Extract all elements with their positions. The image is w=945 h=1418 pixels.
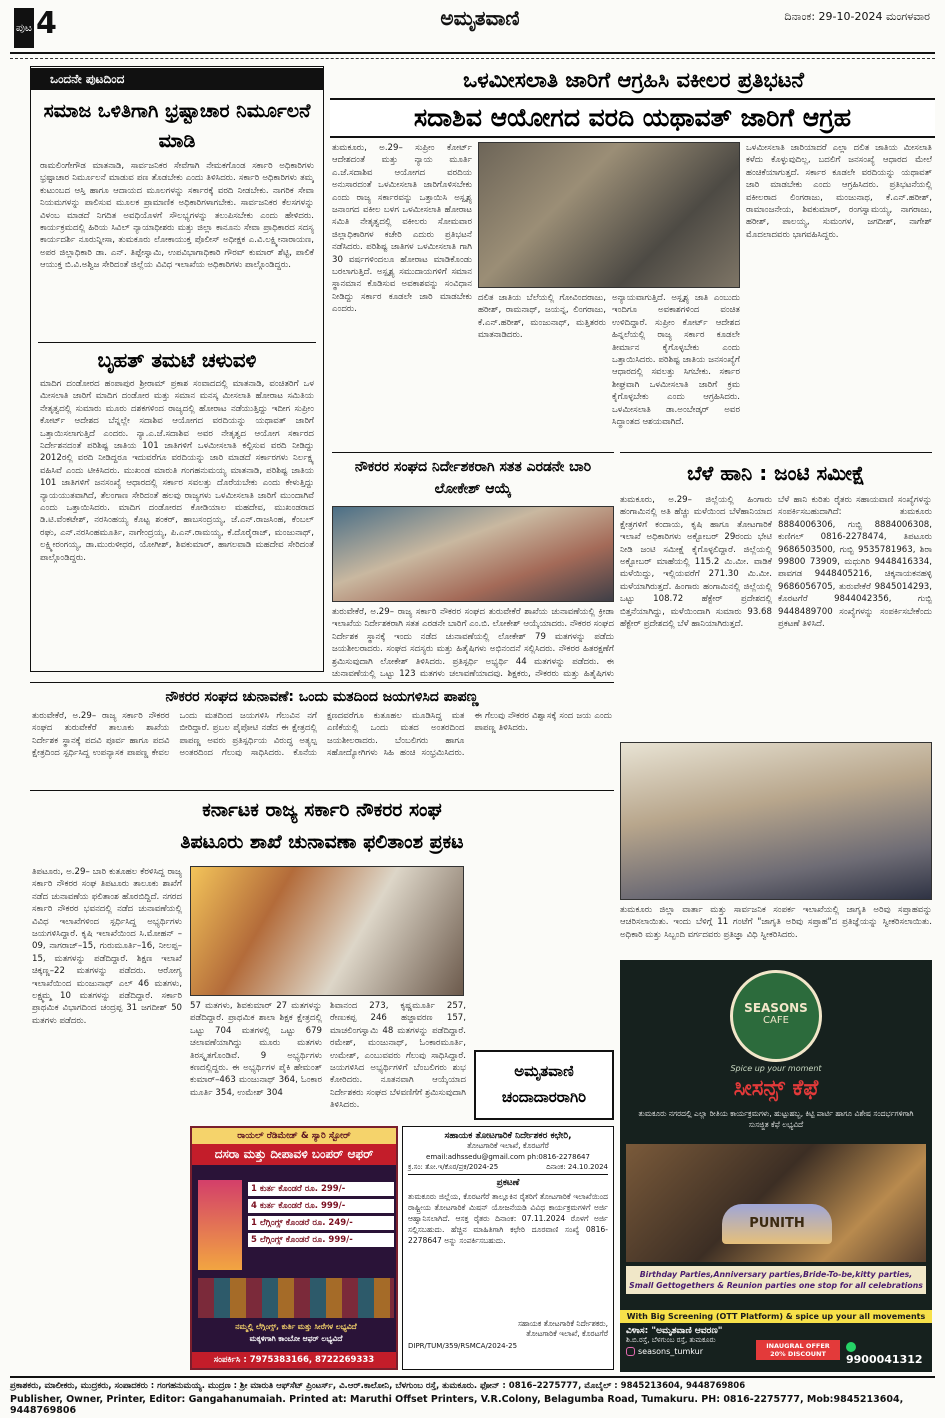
article-crop-col1: ತುಮಕೂರು, ಅ.29– ಜಿಲ್ಲೆಯಲ್ಲಿ ಹಿಂಗಾರು ಹಂಗಾಮಿನಲ್ಲಿ ಅತಿ ಹೆಚ್ಚು ಮಳೆಯಿಂದ ಬೆಳೆಹಾನಿಯಾದ ಕ್ಷೇತ್ರಗಳಿಗೆ ಕಂದಾಯ, ಕೃಷಿ ಹಾಗೂ ತೋಟಗಾರಿಕೆ ಇಲಾಖೆ ಅಧಿಕಾರಿಗಳು ಅಕ್ಟೋಬರ್ 29ರಂದು ಭೇಟಿ ನೀಡಿ ಜಂಟಿ ಸಮೀಕ್ಷೆ ಕೈಗೊಳ್ಳಲಿದ್ದಾರೆ. ಜಿಲ್ಲೆಯಲ್ಲಿ ಅಕ್ಟೋಬರ್ ಮಾಹೆಯಲ್ಲಿ 115.2 ಮಿ.ಮೀ. ವಾಡಿಕೆ ಮಳೆಯಿದ್ದು, ಇಲ್ಲಿಯವರೆಗೆ 271.30 ಮಿ.ಮೀ. ಮಳೆಯಾಗಿರುತ್ತದೆ. ಹಿಂಗಾರು ಹಂಗಾಮಿನಲ್ಲಿ ಜಿಲ್ಲೆಯಲ್ಲಿ ಒಟ್ಟು 108.72 ಹೆಕ್ಟೇರ್ ಪ್ರದೇಶದಲ್ಲಿ ಬಿತ್ತನೆಯಾಗಿದ್ದು, ಮಳೆಯಿಂದಾಗಿ ಸುಮಾರು 93.68 ಹೆಕ್ಟೇರ್ ಪ್ರದೇಶದಲ್ಲಿ ಬೆಳೆ ಹಾನಿಯಾಗಿರುತ್ತದೆ. — [620, 495, 772, 630]
ad-notice-sign2: ತೋಟಗಾರಿಕೆ ಇಲಾಖೆ, ಕೊರಟಗೆರೆ — [526, 1329, 608, 1338]
kicker-reservation: ಒಳಮೀಸಲಾತಿ ಜಾರಿಗೆ ಆಗ್ರಹಿಸಿ ವಕೀಲರ ಪ್ರತಿಭಟನೆ — [463, 68, 804, 92]
headline-papanna: ನೌಕರರ ಸಂಘದ ಚುನಾವಣೆ: ಒಂದು ಮತದಿಂದ ಜಯಗಳಿಸಿದ ಪಾಪಣ್ಣ — [165, 689, 479, 705]
photo-pledge — [620, 742, 932, 900]
cafe-events: Birthday Parties,Anniversary parties,Bride-To-be,kitty parties, Small Gettogethers & Reunion parties one stop for all celebrations — [626, 1266, 926, 1294]
divider — [332, 452, 614, 453]
header-rule-dashed — [10, 58, 935, 59]
ad-saree — [190, 1126, 398, 1370]
headline-tiptur-2: ತಿಪಟೂರು ಶಾಖೆ ಚುನಾವಣಾ ಫಲಿತಾಂಶ ಪ್ರಕಟ — [180, 831, 464, 853]
ad-notice-sign: ಸಹಾಯಕ ತೋಟಗಾರಿಕೆ ನಿರ್ದೇಶಕರು, — [517, 1319, 608, 1328]
ad-notice-dip: DIPR/TUM/359/RSMCA/2024-25 — [408, 1342, 518, 1350]
ad-notice-title: ಪ್ರಕಟಣೆ — [496, 1178, 520, 1188]
cafe-phone: 9900041312 — [846, 1353, 923, 1366]
cafe-title: ಸೀಸನ್ಸ್ ಕೆಫೆ — [733, 1076, 819, 1101]
cafe-brand: SEASONS — [744, 1001, 808, 1015]
article-corruption-body: ರಾಮಲಿಂಗೇಗೌಡ ಮಾತನಾಡಿ, ಸಾರ್ವಜನಿಕರ ಸೇವೆಗಾಗಿ ನೇಮಕಗೊಂಡ ಸರ್ಕಾರಿ ಅಧಿಕಾರಿಗಳು ಭ್ರಷ್ಟಾಚಾರ ನಿರ್ಮೂಲನೆ ಮಾಡುವ ಪಣ ತೊಡಬೇಕು ಎಂದು ತಿಳಿಸಿದರು. ಸರ್ಕಾರಿ ಅಧಿಕಾರಿಗಳು ತಮ್ಮ ಕುಟುಂಬದ ಆಸ್ತಿ ಹಾಗೂ ಆದಾಯದ ಮೂಲಗಳನ್ನು ಸರ್ಕಾರಕ್ಕೆ ವರದಿ ನೀಡಬೇಕು. ನಾಗರಿಕ ಸೇವಾ ನಿಯಮಗಳನ್ನು ಪಾಲಿಸುವ ಮೂಲಕ ಪ್ರಾಮಾಣಿಕ ಅಧಿಕಾರಿಗಳಾಗಬೇಕು. ಸಾರ್ವಜನಿಕರ ಕೆಲಸಗಳನ್ನು ವಿಳಂಬ ಮಾಡದೆ ನಿಗದಿತ ಅವಧಿಯೊಳಗೆ ಸೌಲಭ್ಯಗಳನ್ನು ತಲುಪಿಸಬೇಕು ಎಂದು ಹೇಳಿದರು. ಕಾರ್ಯಕ್ರಮದಲ್ಲಿ ಹಿರಿಯ ಸಿವಿಲ್ ನ್ಯಾಯಾಧೀಶರು ಮತ್ತು ಜಿಲ್ಲಾ ಕಾನೂನು ಸೇವಾ ಪ್ರಾಧಿಕಾರದ ಸದಸ್ಯ ಕಾರ್ಯದರ್ಶಿ ನೂರುನ್ನೀಸಾ, ತುಮಕೂರು ಲೋಕಾಯುಕ್ತ ಪೊಲೀಸ್ ಅಧೀಕ್ಷಕ ಎ.ವಿ.ಲಕ್ಷ್ಮೀನಾರಾಯಣ, ಅಪರ ಜಿಲ್ಲಾಧಿಕಾರಿ ಡಾ. ಎನ್. ತಿಪ್ಪೇಸ್ವಾಮಿ, ಉಪವಿಭಾಗಾಧಿಕಾರಿ ಗೌರವ್ ಕುಮಾರ್ ಶೆಟ್ಟಿ, ಪಾಲಿಕೆ ಆಯುಕ್ತ ಬಿ.ವಿ.ಅಶ್ವಿಜ ಸೇರಿದಂತೆ ಜಿಲ್ಲೆಯ ವಿವಿಧ ಇಲಾಖೆಯ ಅಧಿಕಾರಿಗಳು ಪಾಲ್ಗೊಂಡಿದ್ದರು. — [40, 161, 314, 271]
ad-saree-item: 1 ಕುರ್ತ ಕೊಂಡರೆ ರೂ. 299/- — [248, 1182, 394, 1196]
article-sadashiva-col4: ಒಳಮೀಸಲಾತಿ ಜಾರಿಯಾದರೆ ಎಲ್ಲಾ ದಲಿತ ಜಾತಿಯ ಮೀಸಲಾತಿ ಕಳೆದು ಕೊಳ್ಳುವುದಿಲ್ಲ, ಬದಲಿಗೆ ಜನಸಂಖ್ಯೆ ಆಧಾರದ ಮೇಲೆ ಹಂಚಿಕೆಯಾಗುತ್ತದೆ. ಸರ್ಕಾರ ಕೂಡಲೇ ವರದಿಯನ್ನು ಯಥಾವತ್ ಜಾರಿ ಮಾಡಬೇಕು ಎಂದು ಆಗ್ರಹಿಸಿದರು. ಪ್ರತಿಭಟನೆಯಲ್ಲಿ ವಕೀಲರಾದ ಲಿಂಗರಾಜು, ಮಂಜುನಾಥ, ಕೆ.ಎನ್.ಹರೀಶ್, ರಾಮಾಂಜನೇಯ, ಶಿವಕುಮಾರ್, ರಂಗಸ್ವಾಮಯ್ಯ, ನಾಗರಾಜು, ಹರೀಶ್, ಪಾಲಯ್ಯ, ಸುಮಂಗಳ, ಜಗದೀಶ್, ನಾಗೇಶ್ ಮೊದಲಾದವರು ಭಾಗವಹಿಸಿದ್ದರು. — [746, 143, 932, 240]
ad-saree-fabrics — [198, 1278, 394, 1318]
ad-notice-email: email:adhssedu@gmail.com ph:0816-2278647 — [426, 1153, 590, 1161]
ad-saree-note: ನಮ್ಮಲ್ಲಿ ಲೆಗ್ಗಿಂಗ್ಸ್, ಕುರ್ತಿ ಮತ್ತು ಸೀರೆಗಳ ಲಭ್ಯವಿದೆ — [235, 1322, 357, 1331]
article-tamate-body: ಮಾದಿಗ ದಂಡೋರದ ಹಂಪಾಪುರ ಶ್ರೀರಾಮ್ ಪ್ರಕಾಶ ಸಂವಾದದಲ್ಲಿ ಮಾತನಾಡಿ, ವಂಚಿತರಿಗೆ ಒಳ ಮೀಸಲಾತಿ ಜಾರಿಗೆ ಮಾದಿಗ ದಂಡೋರ ಮತ್ತು ಸಮಾನ ಮನಸ್ಕ ಮೀಸಲಾತಿ ಹೋರಾಟ ಸಮಿತಿಯ ನೇತೃತ್ವದಲ್ಲಿ ಸುಮಾರು ಮೂರು ದಶಕಗಳಿಂದ ರಾಜ್ಯದಲ್ಲಿ ಹೋರಾಟ ನಡೆಯುತ್ತಿದ್ದು ಇದೀಗ ಸುಪ್ರೀಂ ಕೋರ್ಟ್ ಆದೇಶದ ಬೆನ್ನಲ್ಲೇ ಸದಾಶಿವ ಆಯೋಗದ ವರದಿಯನ್ನು ಯಥಾವತ್ ಜಾರಿಗೆ ಒತ್ತಾಯಿಸಲಾಗುತ್ತಿದೆ ಎಂದರು. ನ್ಯಾ.ಎ.ಜೆ.ಸದಾಶಿವ ಅವರ ನೇತೃತ್ವದ ಆಯೋಗ ಸರ್ಕಾರದ ನಿರ್ದೇಶನದಂತೆ ಪರಿಶಿಷ್ಟ ಜಾತಿಯ 101 ಜಾತಿಗಳಿಗೆ ಒಳಮೀಸಲಾತಿ ಕಲ್ಪಿಸುವ ವರದಿ ನೀಡಿದ್ದು 2012ರಲ್ಲಿ ವರದಿ ನೀಡಿದ್ದರೂ ಇದುವರೆಗೂ ವರದಿಯನ್ನು ಜಾರಿ ಮಾಡದೆ ಸರ್ಕಾರಗಳು ನಿರ್ಲಕ್ಷ್ಯ ವಹಿಸಿವೆ ಎಂದು ಟೀಕಿಸಿದರು. ಮುಖಂಡ ಮಾರುತಿ ಗಂಗಹನುಮಯ್ಯ ಮಾತನಾಡಿ, ಪರಿಶಿಷ್ಟ ಜಾತಿಯ 101 ಜಾತಿಗಳಿಗೆ ಜನಸಂಖ್ಯೆ ಆಧಾರದಲ್ಲಿ ಸರ್ಕಾರ ಸವಲತ್ತು ದೊರೆಯಬೇಕು ಎಂದು ಕೇಳುತ್ತಿದ್ದು ನ್ಯಾಯಯುತವಾಗಿದೆ, ತೆಲಂಗಾಣ ಸೇರಿದಂತೆ ಹಲವು ರಾಜ್ಯಗಳು ಒಳಮೀಸಲಾತಿ ಜಾರಿಗೆ ಮುಂದಾಗಿವೆ ಎಂದು ಒತ್ತಾಯಿಸಿದರು. ಮಾದಿಗ ದಂಡೋರದ ಕೋಡಿಯಾಲ ಮಹದೇವ, ಮುಖಂಡರಾದ ಡಿ.ಟಿ.ವೆಂಕಟೇಶ್, ನರಸಿಂಹಯ್ಯ ಕೊಟ್ಟ ಶಂಕರ್, ಹಾಬಸಂದ್ರಯ್ಯ, ಜೆ.ಎನ್.ರಾಜಸಿಂಹ, ಕೆಂಬಲ್ ರಘು, ಎನ್.ನರಸಿಂಹಮೂರ್ತಿ, ನಾಗೇಂದ್ರಯ್ಯ, ಪಿ.ಎನ್.ರಾಮಯ್ಯ, ಕೆ.ದೊರೈರಾಜ್, ಮಂಜುನಾಥ್, ಲಕ್ಷ್ಮೀರಂಗಯ್ಯ, ಡಾ.ಮುರುಳೀಧರ, ಯೋಗೀಶ್, ಶಿವಕುಮಾರ್, ಹಾಗಲವಾಡಿ ಮಹದೇವ ಸೇರಿದಂತೆ ಪಾಲ್ಗೊಂಡಿದ್ದರು. — [40, 379, 314, 563]
photo-lokesh — [332, 506, 614, 602]
headline-corruption: ಸಮಾಜ ಒಳಿತಿಗಾಗಿ ಭ್ರಷ್ಟಾಚಾರ ನಿರ್ಮೂಲನೆ ಮಾಡಿ — [43, 100, 311, 152]
page-number-block — [14, 4, 60, 50]
footer — [10, 1376, 935, 1416]
article-lokesh-body: ತುರುವೇಕೆರೆ, ಅ.29– ರಾಜ್ಯ ಸರ್ಕಾರಿ ನೌಕರರ ಸಂಘದ ತುರುವೇಕೆರೆ ಶಾಖೆಯ ಚುನಾವಣೆಯಲ್ಲಿ ಕ್ರೀಡಾ ಇಲಾಖೆಯ ನಿರ್ದೇಶಕರಾಗಿ ಸತತ ಎರಡನೇ ಬಾರಿಗೆ ಎಂ.ಬಿ. ಲೋಕೇಶ್ ಆಯ್ಕೆಯಾದರು. ನೌಕರರ ಸಂಘದ ನಿರ್ದೇಶಕ ಸ್ಥಾನಕ್ಕೆ ಇಂದು ನಡೆದ ಚುನಾವಣೆಯಲ್ಲಿ ಲೋಕೇಶ್ 79 ಮತಗಳನ್ನು ಪಡೆದು ಜಯಶೀಲರಾದರು. ಸಂಘದ ಸದಸ್ಯರು ಮತ್ತು ಹಿತೈಷಿಗಳು ಅಭಿನಂದನೆ ಸಲ್ಲಿಸಿದರು. ನೌಕರರ ಹಿತರಕ್ಷಣೆಗೆ ಶ್ರಮಿಸುವುದಾಗಿ ಲೋಕೇಶ್ ತಿಳಿಸಿದರು. ಪ್ರತಿಸ್ಪರ್ಧಿ ಅಭ್ಯರ್ಥಿ 44 ಮತಗಳನ್ನು ಪಡೆದರು. ಈ ಚುನಾವಣೆಯಲ್ಲಿ ಒಟ್ಟು 123 ಮತಗಳು ಚಲಾವಣೆಯಾದವು. ಶಿಕ್ಷಕರು, ನೌಕರರು ಮತ್ತು ಹಿತೈಷಿಗಳು — [332, 607, 614, 680]
ad-notice-body: ತುಮಕೂರು ಜಿಲ್ಲೆಯ, ಕೊರಟಗೆರೆ ತಾಲ್ಲೂಕಿನ ರೈತರಿಗೆ ತೋಟಗಾರಿಕೆ ಇಲಾಖೆಯಿಂದ ರಾಷ್ಟ್ರೀಯ ತೋಟಗಾರಿಕೆ ಮಿಷನ್ ಯೋಜನೆಯಡಿ ವಿವಿಧ ಕಾರ್ಯಕ್ರಮಗಳಿಗೆ ಅರ್ಜಿ ಆಹ್ವಾನಿಸಲಾಗಿದೆ. ಆಸಕ್ತ ರೈತರು ದಿನಾಂಕ: 07.11.2024 ರೊಳಗೆ ಅರ್ಜಿ ಸಲ್ಲಿಸಬಹುದು. ಹೆಚ್ಚಿನ ಮಾಹಿತಿಗಾಗಿ ಕಛೇರಿ ದೂರವಾಣಿ ಸಂಖ್ಯೆ 0816-2278647 ಅನ್ನು ಸಂಪರ್ಕಿಸಬಹುದು. — [408, 1192, 608, 1245]
cafe-brand2: CAFE — [763, 1015, 789, 1026]
ad-notice-ref: ಕ್ರ.ಸಂ: ತೋ.ಇ/ಕೊರ/ಪ್ರಕ/2024-25 — [408, 1163, 499, 1171]
cafe-address: ಶಿ.ಬಿ.ರಸ್ತೆ, ಬೆಳಗುಂಬ ರಸ್ತೆ, ತುಮಕೂರು — [626, 1336, 716, 1344]
cafe-logo — [730, 970, 822, 1062]
ad-saree-phone: ಸಂಪರ್ಕಿಸಿ : 7975383166, 8722269333 — [192, 1352, 396, 1368]
ad-saree-item: 4 ಕುರ್ತ ಕೊಂಡರೆ ರೂ. 999/- — [248, 1199, 394, 1213]
photo-tiptur — [190, 866, 464, 996]
photo-caption-protest: ದಲಿತ ಜಾತಿಯ ಬೆಲೆಯಲ್ಲಿ ಗೋವಿಂದರಾಜು, ಹರೀಶ್, ರಾಮನಾಥ್, ಜಯನ್ನ, ಲಿಂಗರಾಜು, ಕೆ.ಎನ್.ಹರೀಶ್, ಮಂಜುನಾಥ್, ಮತ್ತಿತರರು ಮಾತನಾಡಿದರು. — [478, 293, 606, 341]
cafe-address-title: ವಿಳಾಸ: "ಅಮೃತವಾಣಿ ಆವರಣ" — [626, 1326, 723, 1336]
headline-crop-loss: ಬೆಳೆ ಹಾನಿ : ಜಂಟಿ ಸಮೀಕ್ಷೆ — [687, 461, 865, 485]
header-rule — [10, 52, 935, 54]
ad-notice — [402, 1126, 614, 1370]
article-tiptur-col3: ಶಿವಾನಂದ 273, ಕೃಷ್ಣಮೂರ್ತಿ 257, ರೇಣುಕಪ್ಪ 246 ಹಜ್ಜಾವರಣ 157, ಮಾಚಲಿಂಗಸ್ವಾಮಿ 48 ಮತಗಳನ್ನು ಪಡೆದಿದ್ದಾರೆ. ರಮೇಶ್, ಮಂಜುನಾಥ್, ಓಂಕಾರಮೂರ್ತಿ, ಉಮೇಶ್, ಎಂಬುವವರು ಗೆಲುವು ಸಾಧಿಸಿದ್ದಾರೆ. ಜಯಗಳಿಸಿದ ಅಭ್ಯರ್ಥಿಗಳಿಗೆ ಬೆಂಬಲಿಗರು ಶುಭ ಕೋರಿದರು. ನೂತನವಾಗಿ ಆಯ್ಕೆಯಾದ ನಿರ್ದೇಶಕರು ಸಂಘದ ಬೆಳವಣಿಗೆಗೆ ಶ್ರಮಿಸುವುದಾಗಿ ತಿಳಿಸಿದರು. — [330, 1001, 466, 1111]
ad-saree-shop: ರಾಯಲ್ ರೆಡಿಮೇಡ್ & ಸ್ಯಾರಿ ಸ್ಟೋರ್ — [192, 1128, 396, 1144]
ad-saree-model — [198, 1180, 242, 1270]
cafe-screening: With Big Screening (OTT Platform) & spice up your all movements — [620, 1310, 932, 1323]
article-tiptur-col2: 57 ಮತಗಳು, ಶಿವಕುಮಾರ್ 27 ಮತಗಳನ್ನು ಪಡೆದಿದ್ದಾರೆ. ಪ್ರಾಥಮಿಕ ಶಾಲಾ ಶಿಕ್ಷಕ ಕ್ಷೇತ್ರದಲ್ಲಿ ಒಟ್ಟು 704 ಮತಗಳಲ್ಲಿ ಒಟ್ಟು 679 ಚಲಾವಣೆಯಾಗಿದ್ದು ಮೂರು ಮತಗಳು ತಿರಸ್ಕೃತಗೊಂಡಿವೆ. 9 ಅಭ್ಯರ್ಥಿಗಳು ಕಣದಲ್ಲಿದ್ದರು. ಈ ಅಭ್ಯರ್ಥಿಗಳ ಪೈಕಿ ಹೇಮಂತ್ ಕುಮಾರ್–463 ಮಂಜುನಾಥ್ 364, ಓಂಕಾರ ಮೂರ್ತಿ 354, ಉಮೇಶ್ 304 — [190, 1001, 322, 1098]
ad-saree-offer: ಮಕ್ಕಳಿಗಾಗಿ ಕಾಂಬೋ ಆಫರ್ ಲಭ್ಯವಿದೆ — [249, 1334, 343, 1343]
section-tag: ಒಂದನೇ ಪುಟದಿಂದ — [30, 68, 324, 90]
subscription-line1: ಅಮೃತವಾಣಿ — [514, 1062, 574, 1080]
ad-cafe — [620, 960, 932, 1372]
photo-caption-pledge: ತುಮಕೂರು ಜಿಲ್ಲಾ ವಾರ್ತಾ ಮತ್ತು ಸಾರ್ವಜನಿಕ ಸಂಪರ್ಕ ಇಲಾಖೆಯಲ್ಲಿ ಜಾಗೃತಿ ಅರಿವು ಸಪ್ತಾಹವನ್ನು ಆಚರಿಸಲಾಯಿತು. ಇಂದು ಬೆಳಿಗ್ಗೆ 11 ಗಂಟೆಗೆ "ಜಾಗೃತಿ ಅರಿವು ಸಪ್ತಾಹ"ದ ಪ್ರತಿಜ್ಞೆಯನ್ನು ಸ್ವೀಕರಿಸಲಾಯಿತು. ಅಧಿಕಾರಿ ಮತ್ತು ಸಿಬ್ಬಂದಿ ವರ್ಗದವರು ಪ್ರತಿಜ್ಞಾ ವಿಧಿ ಸ್ವೀಕರಿಸಿದರು. — [620, 905, 932, 940]
cafe-photo — [626, 1144, 926, 1262]
footer-line-english: Publisher, Owner, Printer, Editor: Gangahanumaiah. Printed at: Maruthi Offset Printers, V.R.Colony, Belagumba Road, Tumakuru. PH: 0816-2275777, Mob:9845213604, 9448769806 — [10, 1394, 904, 1416]
headline-tamate: ಬೃಹತ್ ತಮಟೆ ಚಳುವಳಿ — [97, 348, 257, 372]
divider — [38, 342, 316, 343]
article-sadashiva-col3: ಅನ್ಯಾಯವಾಗುತ್ತಿದೆ. ಅಸ್ಪೃಶ್ಯ ಜಾತಿ ಎಂಬುದು ಇಂದಿಗೂ ಅವಕಾಶಗಳಿಂದ ವಂಚಿತ ಉಳಿದಿದ್ದಾರೆ. ಸುಪ್ರೀಂ ಕೋರ್ಟ್ ಆದೇಶದ ಹಿನ್ನಲೆಯಲ್ಲಿ ರಾಜ್ಯ ಸರ್ಕಾರ ಕೂಡಲೇ ತೀರ್ಮಾನ ಕೈಗೊಳ್ಳಬೇಕು ಎಂದು ಒತ್ತಾಯಿಸಿದರು. ಪರಿಶಿಷ್ಟ ಜಾತಿಯ ಜನಸಂಖ್ಯೆಗೆ ಆಧಾರದಲ್ಲಿ ಸವಲತ್ತು ಸಿಗಬೇಕು. ಸರ್ಕಾರ ಶೀಘ್ರವಾಗಿ ಒಳಮೀಸಲಾತಿ ಜಾರಿಗೆ ಕ್ರಮ ಕೈಗೊಳ್ಳಬೇಕು ಎಂದು ಆಗ್ರಹಿಸಿದರು. ಒಳಮೀಸಲಾತಿ ಡಾ.ಅಂಬೇಡ್ಕರ್ ಅವರ ಸಿದ್ಧಾಂತದ ಆಶಯವಾಗಿದೆ. — [612, 293, 740, 428]
cafe-tagline: Spice up your moment — [730, 1064, 822, 1073]
dateline: ದಿನಾಂಕ: 29-10-2024 ಮಂಗಳವಾರ — [784, 10, 930, 23]
headline-lokesh: ನೌಕರರ ಸಂಘದ ನಿರ್ದೇಶಕರಾಗಿ ಸತತ ಎರಡನೇ ಬಾರಿ ಲೋಕೇಶ್ ಆಯ್ಕೆ — [354, 459, 592, 497]
ad-notice-office: ಸಹಾಯಕ ತೋಟಗಾರಿಕೆ ನಿರ್ದೇಶಕರ ಕಛೇರಿ, — [444, 1131, 572, 1141]
page-number: 4 — [36, 6, 57, 41]
ad-saree-title: ದಸರಾ ಮತ್ತು ದೀಪಾವಳಿ ಬಂಪರ್ ಆಫರ್ — [192, 1144, 396, 1165]
masthead: ಅಮೃತವಾಣಿ — [440, 6, 520, 30]
article-papanna-body: ತುರುವೇಕೆರೆ, ಅ.29– ರಾಜ್ಯ ಸರ್ಕಾರಿ ನೌಕರರ ಸಂಘದ ತುರುವೇಕೆರೆ ತಾಲೂಕು ಶಾಖೆಯ ನಿರ್ದೇಶಕ ಸ್ಥಾನಕ್ಕೆ ಪದವಿ ಪೂರ್ವ ಹಾಗೂ ಪದವಿ ಕ್ಷೇತ್ರದಿಂದ ಸ್ಪರ್ಧಿಸಿದ್ದ ಉಪನ್ಯಾಸಕ ಪಾಪಣ್ಣ ಕೇವಲ ಒಂದು ಮತದಿಂದ ಜಯಗಳಿಸಿ ಗೆಲುವಿನ ನಗೆ ಬೀರಿದ್ದಾರೆ. ಪ್ರಬಲ ಪೈಪೋಟಿ ನಡೆದ ಈ ಕ್ಷೇತ್ರದಲ್ಲಿ ಪಾಪಣ್ಣ ಅವರು ಪ್ರತಿಸ್ಪರ್ಧಿಯ ವಿರುದ್ಧ ಅತ್ಯಲ್ಪ ಅಂತರದಿಂದ ಗೆಲುವು ಸಾಧಿಸಿದರು. ಕೊನೆಯ ಕ್ಷಣದವರೆಗೂ ಕುತೂಹಲ ಮೂಡಿಸಿದ್ದ ಮತ ಎಣಿಕೆಯಲ್ಲಿ ಒಂದು ಮತದ ಅಂತರದಿಂದ ಜಯಶೀಲರಾದರು. ಬೆಂಬಲಿಗರು ಹಾಗೂ ಸಹೋದ್ಯೋಗಿಗಳು ಸಿಹಿ ಹಂಚಿ ಸಂಭ್ರಮಿಸಿದರು. ಈ ಗೆಲುವು ನೌಕರರ ವಿಶ್ವಾಸಕ್ಕೆ ಸಂದ ಜಯ ಎಂದು ಪಾಪಣ್ಣ ತಿಳಿಸಿದರು. — [32, 711, 612, 759]
ad-saree-item: 5 ಲೆಗ್ಗಿಂಗ್ಸ್ ಕೊಂಡರೆ ರೂ. 999/- — [248, 1233, 394, 1247]
article-crop-col2: ಬೆಳೆ ಹಾನಿ ಕುರಿತು ರೈತರು ಸಹಾಯವಾಣಿ ಸಂಖ್ಯೆಗಳನ್ನು ಸಂಪರ್ಕಿಸಬಹುದಾಗಿದೆ: ತುಮಕೂರು 8884006306, ಗುಬ್ಬಿ 8884006308, ಕುಣಿಗಲ್ 0816-2278474, ತಿಪಟೂರು 9686503500, ಗುಬ್ಬಿ 9535781963, ಶಿರಾ 99800 73909, ಮಧುಗಿರಿ 9448416334, ಪಾವಗಡ 9448405216, ಚಿಕ್ಕನಾಯಕನಹಳ್ಳಿ 9686056705, ತುರುವೇಕೆರೆ 9845014293, ಕೊರಟಗೆರೆ 9844042356, ಗುಬ್ಬಿ 9448489700 ಸಂಖ್ಯೆಗಳನ್ನು ಸಂಪರ್ಕಿಸಬೇಕೆಂದು ಪ್ರಕಟಣೆ ತಿಳಿಸಿದೆ. — [778, 495, 932, 630]
divider — [30, 790, 614, 791]
footer-line-kannada: ಪ್ರಕಾಶಕರು, ಮಾಲೀಕರು, ಮುದ್ರಕರು, ಸಂಪಾದಕರು : ಗಂಗಹನುಮಯ್ಯ. ಮುದ್ರಣ : ಶ್ರೀ ಮಾರುತಿ ಆಫ್‌ಸೆಟ್ ಪ್ರಿಂಟರ್ಸ್, ವಿ.ಆರ್.ಕಾಲೋನಿ, ಬೆಳಗುಂಬ ರಸ್ತೆ, ತುಮಕೂರು. ಫೋನ್ : 0816–2275777, ಮೊಬೈಲ್ : 9845213604, 9448769806 — [10, 1381, 746, 1391]
article-tiptur-col1: ತಿಪಟೂರು, ಅ.29– ಬಾರಿ ಕುತೂಹಲ ಕೆರಳಿಸಿದ್ದ ರಾಜ್ಯ ಸರ್ಕಾರಿ ನೌಕರರ ಸಂಘ ತಿಪಟೂರು ತಾಲೂಕು ಶಾಖೆಗೆ ನಡೆದ ಚುನಾವಣೆಯ ಫಲಿತಾಂಶ ಹೊರಬಿದ್ದಿದೆ. ನಗರದ ಸರ್ಕಾರಿ ನೌಕರರ ಭವನದಲ್ಲಿ ನಡೆದ ಚುನಾವಣೆಯಲ್ಲಿ ವಿವಿಧ ಇಲಾಖೆಗಳಿಂದ ಸ್ಪರ್ಧಿಸಿದ್ದ ಅಭ್ಯರ್ಥಿಗಳು ಜಯಗಳಿಸಿದ್ದಾರೆ. ಕೃಷಿ ಇಲಾಖೆಯಿಂದ ಸಿ.ಮೋಹನ್ –09, ನಾಗರಾಜ್–15, ಗುರುಮೂರ್ತಿ–16, ನೀಲಪ್ಪ–15, ಮತಗಳನ್ನು ಪಡೆದಿದ್ದಾರೆ. ಶಿಕ್ಷಣ ಇಲಾಖೆ ಚಿಕ್ಕಣ್ಣ–22 ಮತಗಳನ್ನು ಪಡೆದರು. ಆರೋಗ್ಯ ಇಲಾಖೆಯಿಂದ ಮಂಜುನಾಥ್ ಎಲ್ 46 ಮತಗಳು, ಲಕ್ಷ್ಮಮ್ಮ 10 ಮತಗಳನ್ನು ಪಡೆದಿದ್ದಾರೆ. ಸರ್ಕಾರಿ ಪ್ರಾಥಮಿಕ ವಿಭಾಗದಿಂದ ಚಂದ್ರಪ್ಪ 31 ಜಗದೀಶ್ 50 ಮತಗಳು ಪಡೆದರು. — [32, 867, 182, 1026]
headline-sadashiva: ಸದಾಶಿವ ಆಯೋಗದ ವರದಿ ಯಥಾವತ್ ಜಾರಿಗೆ ಆಗ್ರಹ — [330, 98, 935, 138]
cafe-offer: INAUGRAL OFFER 20% DISCOUNT — [756, 1340, 840, 1360]
ad-notice-date: ದಿನಾಂಕ: 24.10.2024 — [546, 1163, 608, 1171]
article-sadashiva-col1: ತುಮಕೂರು, ಅ.29– ಸುಪ್ರೀಂ ಕೋರ್ಟ್ ಆದೇಶದಂತೆ ಮತ್ತು ನ್ಯಾಯ ಮೂರ್ತಿ ಎ.ಜೆ.ಸದಾಶಿವ ಆಯೋಗದ ವರದಿಯ ಅನುಸಾರದಂತೆ ಒಳಮೀಸಲಾತಿ ಜಾರಿಗೊಳಿಸಬೇಕು ಎಂದು ರಾಜ್ಯ ಸರ್ಕಾರವನ್ನು ಒತ್ತಾಯಿಸಿ ಅಸ್ಪೃಶ್ಯ ಜನಾಂಗದ ವಕೀಲ ಬಳಗ ಒಳಮೀಸಲಾತಿ ಹೋರಾಟ ಸಮಿತಿ ನೇತೃತ್ವದಲ್ಲಿ ವಕೀಲರು ಸೋಮವಾರ ಜಿಲ್ಲಾಧಿಕಾರಿಗಳ ಕಚೇರಿ ಎದುರು ಪ್ರತಿಭಟನೆ ನಡೆಸಿದರು. ಪರಿಶಿಷ್ಟ ಜಾತಿಗಳ ಒಳಮೀಸಲಾತಿ ಗಾಗಿ 30 ವರ್ಷಗಳಿಂದಲೂ ಹೋರಾಟ ಮಾಡಿಕೊಂಡು ಬರಲಾಗುತ್ತಿದೆ. ಅಸ್ಪೃಶ್ಯ ಸಮುದಾಯಗಳಿಗೆ ಸಮಾನ ಸ್ಥಾನಮಾನ ಕೊಡಿಸುವ ಅವಕಾಶವನ್ನು ಸಂವಿಧಾನ ನೀಡಿದ್ದು ಸರ್ಕಾರ ಕೂಡಲೇ ಜಾರಿ ಮಾಡಬೇಕು ಎಂದರು. — [332, 143, 472, 315]
cafe-desc: ತುಮಕೂರು ನಗರದಲ್ಲಿ ಎಲ್ಲಾ ರೀತಿಯ ಕಾರ್ಯಕ್ರಮಗಳು, ಹುಟ್ಟುಹಬ್ಬ, ಕಿಟ್ಟಿ ಪಾರ್ಟಿ ಹಾಗೂ ವಿಶೇಷ ಸಂದರ್ಭಗಳಿಗಾಗಿ ಸುಸಜ್ಜಿತ ಕೆಫೆ ಲಭ್ಯವಿದೆ — [638, 1109, 914, 1129]
cafe-banner: PUNITH — [722, 1204, 832, 1244]
ad-notice-sub: ತೋಟಗಾರಿಕೆ ಇಲಾಖೆ, ಕೊರಟಗೆರೆ — [467, 1141, 549, 1150]
ad-saree-item: 1 ಲೆಗ್ಗಿಂಗ್ಸ್ ಕೊಂಡರೆ ರೂ. 249/- — [248, 1216, 394, 1230]
page-prefix: ಪುಟ — [14, 8, 34, 48]
photo-lawyers-protest — [478, 142, 740, 288]
headline-tiptur-1: ಕರ್ನಾಟಕ ರಾಜ್ಯ ಸರ್ಕಾರಿ ನೌಕರರ ಸಂಘ — [202, 799, 442, 821]
cafe-instagram: seasons_tumkur — [638, 1347, 704, 1356]
divider — [620, 452, 932, 453]
subscription-line2: ಚಂದಾದಾರರಾಗಿರಿ — [501, 1088, 587, 1106]
whatsapp-icon — [846, 1342, 856, 1352]
divider — [30, 682, 614, 683]
instagram-icon — [626, 1347, 635, 1356]
subscription-box — [474, 1050, 614, 1120]
